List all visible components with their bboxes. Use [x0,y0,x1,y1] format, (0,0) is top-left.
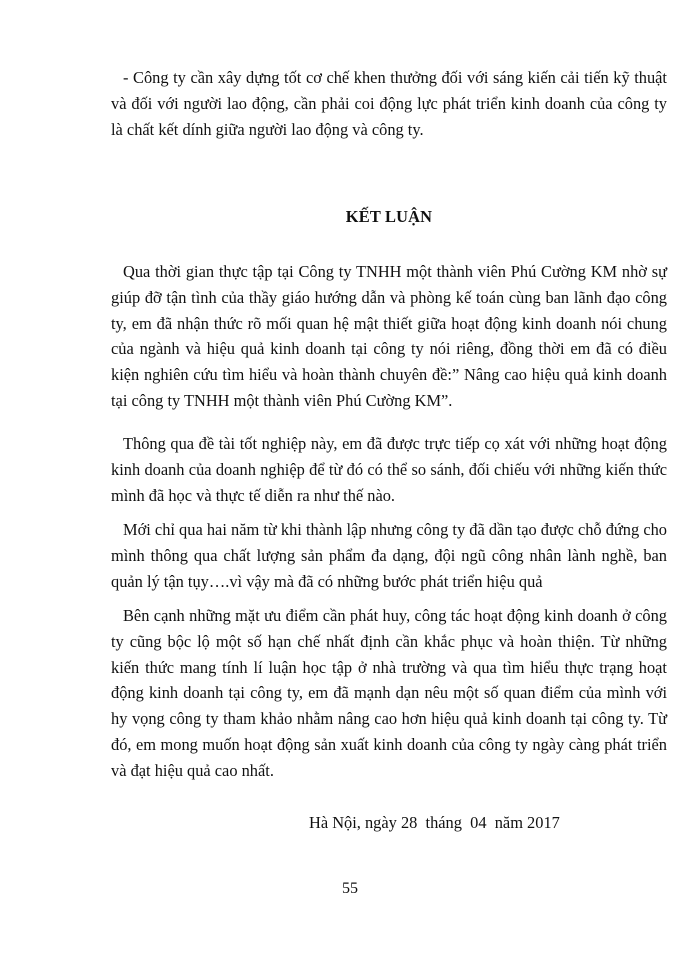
section-heading: KẾT LUẬN [345,207,433,226]
conclusion-paragraph-4: Bên cạnh những mặt ưu điểm cần phát huy, công tác hoạt động kinh doanh ở công ty cũng bộc lộ một số hạn chế nhất định cần khắc phục và hoàn thiện. Từ những kiến thức mang tính lí luận học tập ở nhà trường và qua tìm hiểu thực trạng hoạt động kinh doanh tại công ty, em đã mạnh dạn nêu một số quan điểm của mình với hy vọng công ty tham khảo nhằm nâng cao hơn hiệu quả kinh doanh tại công ty. Từ đó, em mong muốn hoạt động sản xuất kinh doanh của công ty ngày càng phát triển và đạt hiệu quả cao nhất. [111,606,667,780]
page-number: 55 [342,880,358,897]
conclusion-paragraph-1: Qua thời gian thực tập tại Công ty TNHH một thành viên Phú Cường KM nhờ sự giúp đỡ tận tình của thầy giáo hướng dẫn và phòng kế toán cùng ban lãnh đạo công ty, em đã nhận thức rõ mối quan hệ mật thiết giữa hoạt động kinh doanh nói chung của ngành và hiệu quả kinh doanh tại công ty nói riêng, đồng thời em đã có điều kiện nghiên cứu tìm hiểu và hoàn thành chuyên đề:” Nâng cao hiệu quả kinh doanh tại công ty TNHH một thành viên Phú Cường KM”. [111,262,667,410]
place-and-date: Hà Nội, ngày 28 tháng 04 năm 2017 [309,813,560,832]
intro-paragraph: - Công ty cần xây dựng tốt cơ chế khen thưởng đối với sáng kiến cải tiến kỹ thuật và đối với người lao động, cần phải coi động lực phát triển kinh doanh của công ty là chất kết dính giữa người lao động và công ty. [111,68,667,139]
conclusion-paragraph-2: Thông qua đề tài tốt nghiệp này, em đã được trực tiếp cọ xát với những hoạt động kinh doanh của doanh nghiệp để từ đó có thể so sánh, đối chiếu với những kiến thức mình đã học và thực tế diễn ra như thế nào. [111,434,667,505]
conclusion-paragraph-3: Mới chỉ qua hai năm từ khi thành lập nhưng công ty đã dần tạo được chỗ đứng cho mình thông qua chất lượng sản phẩm đa dạng, đội ngũ công nhân lành nghề, ban quản lý tận tụy….vì vậy mà đã có những bước phát triển hiệu quả [111,520,667,591]
